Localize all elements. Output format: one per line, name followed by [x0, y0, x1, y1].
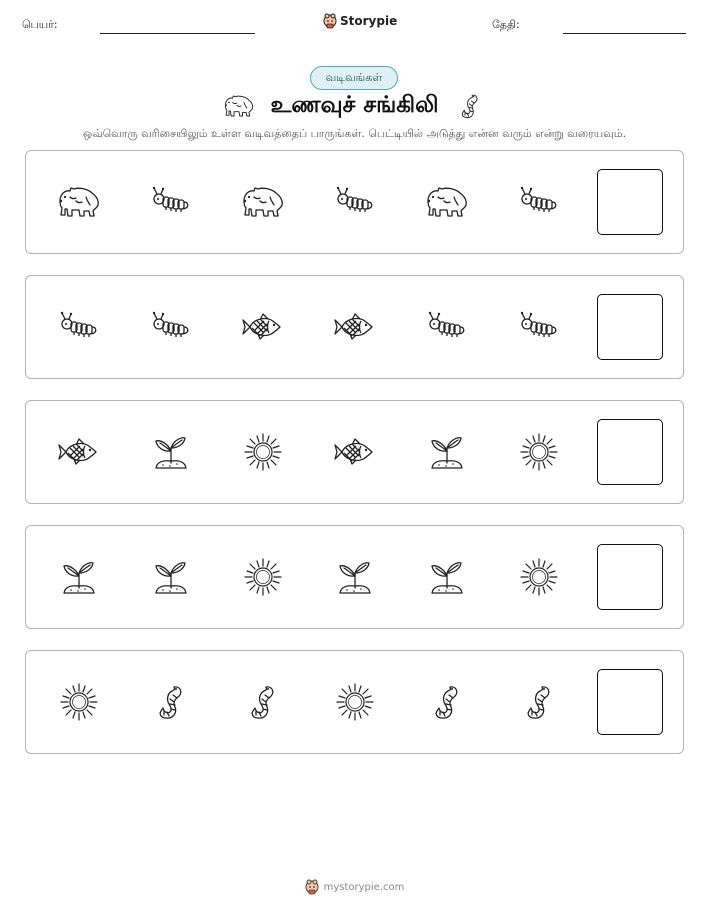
- pattern-item: [240, 556, 286, 598]
- storypie-mascot-icon: [323, 13, 337, 29]
- pattern-item: [148, 181, 194, 223]
- caterpillar-icon: [56, 306, 102, 348]
- pattern-item: [332, 306, 378, 348]
- answer-box[interactable]: [597, 544, 663, 610]
- pattern-row: [25, 275, 684, 379]
- pattern-item: [56, 431, 102, 473]
- fish-icon: [332, 306, 378, 348]
- brand-name: Storypie: [340, 14, 398, 28]
- bear-icon: [424, 181, 470, 223]
- sprout-icon: [332, 556, 378, 598]
- pattern-item: [148, 306, 194, 348]
- storypie-mascot-icon: [305, 879, 319, 895]
- footer-url: mystorypie.com: [323, 881, 405, 893]
- worm-icon: [240, 681, 286, 723]
- sprout-icon: [148, 431, 194, 473]
- pattern-item: [332, 556, 378, 598]
- worm-icon: [424, 681, 470, 723]
- sun-icon: [240, 556, 286, 598]
- pattern-item: [56, 306, 102, 348]
- pattern-item: [332, 681, 378, 723]
- pattern-item: [424, 681, 470, 723]
- pattern-item: [516, 556, 562, 598]
- caterpillar-icon: [148, 181, 194, 223]
- worm-icon: [516, 681, 562, 723]
- bear-icon: [240, 181, 286, 223]
- pattern-row: [25, 400, 684, 504]
- answer-box[interactable]: [597, 669, 663, 735]
- pattern-item: [516, 431, 562, 473]
- instruction-text: ஒவ்வொரு வரிசையிலும் உள்ள வடிவத்தைப் பாருங்கள். பெட்டியில் அடுத்து என்ன வரும் என்று வரையவும்.: [82, 127, 627, 140]
- sun-icon: [332, 681, 378, 723]
- caterpillar-icon: [516, 306, 562, 348]
- pattern-item: [240, 431, 286, 473]
- fish-icon: [240, 306, 286, 348]
- sprout-icon: [56, 556, 102, 598]
- pattern-item: [332, 181, 378, 223]
- sprout-icon: [424, 556, 470, 598]
- pattern-row: [25, 150, 684, 254]
- sprout-icon: [424, 431, 470, 473]
- date-label: தேதி:: [492, 18, 520, 31]
- name-line[interactable]: [100, 33, 255, 34]
- pattern-row: [25, 525, 684, 629]
- pattern-item: [56, 556, 102, 598]
- pattern-item: [240, 181, 286, 223]
- pattern-item: [148, 431, 194, 473]
- sprout-icon: [148, 556, 194, 598]
- category-badge: வடிவங்கள்: [310, 66, 398, 90]
- pattern-item: [56, 681, 102, 723]
- sun-icon: [516, 556, 562, 598]
- answer-box[interactable]: [597, 419, 663, 485]
- fish-icon: [332, 431, 378, 473]
- pattern-item: [240, 306, 286, 348]
- pattern-item: [424, 556, 470, 598]
- bear-icon: [56, 181, 102, 223]
- bear-icon: [222, 91, 256, 121]
- pattern-item: [516, 181, 562, 223]
- worm-icon: [453, 91, 487, 121]
- fish-icon: [56, 431, 102, 473]
- sun-icon: [240, 431, 286, 473]
- caterpillar-icon: [148, 306, 194, 348]
- pattern-item: [56, 181, 102, 223]
- sun-icon: [56, 681, 102, 723]
- pattern-item: [516, 306, 562, 348]
- caterpillar-icon: [516, 181, 562, 223]
- pattern-item: [516, 681, 562, 723]
- pattern-item: [332, 431, 378, 473]
- page-title: உணவுச் சங்கிலி: [270, 91, 439, 118]
- pattern-item: [148, 556, 194, 598]
- pattern-item: [424, 181, 470, 223]
- pattern-item: [240, 681, 286, 723]
- footer: [0, 879, 709, 895]
- answer-box[interactable]: [597, 169, 663, 235]
- pattern-item: [424, 306, 470, 348]
- caterpillar-icon: [332, 181, 378, 223]
- worm-icon: [148, 681, 194, 723]
- pattern-item: [148, 681, 194, 723]
- sun-icon: [516, 431, 562, 473]
- title-area: [0, 90, 709, 122]
- brand-logo: [323, 13, 397, 29]
- pattern-item: [424, 431, 470, 473]
- answer-box[interactable]: [597, 294, 663, 360]
- name-label: பெயர்:: [22, 18, 58, 31]
- pattern-row: [25, 650, 684, 754]
- date-line[interactable]: [563, 33, 686, 34]
- caterpillar-icon: [424, 306, 470, 348]
